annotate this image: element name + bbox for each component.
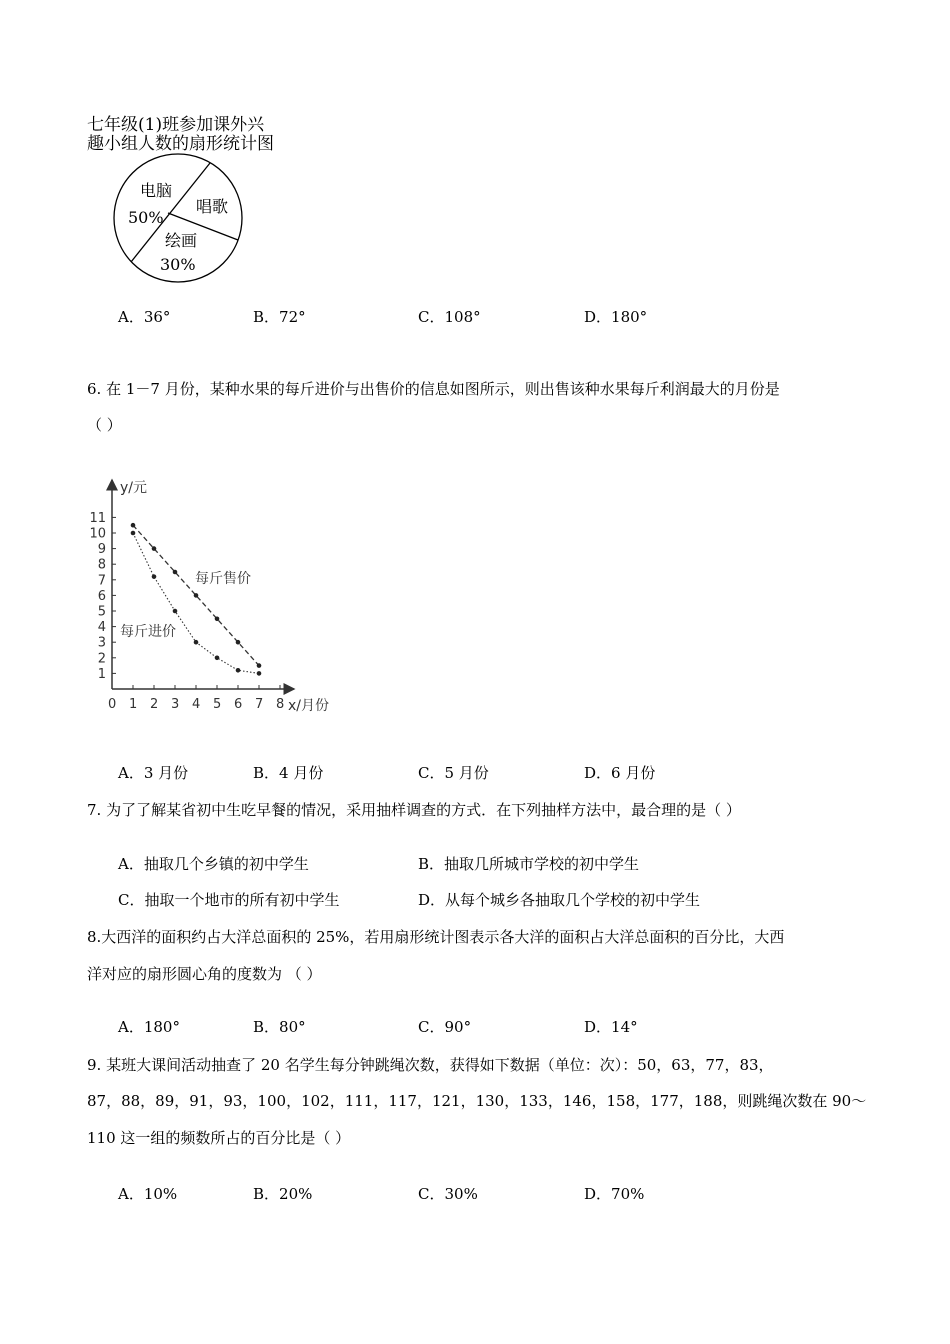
q8-option-a[interactable]: A．180°	[118, 1018, 180, 1036]
q9-stem-line1: 9. 某班大课间活动抽查了 20 名学生每分钟跳绳次数，获得如下数据（单位：次）：50，63，77，83，	[87, 1056, 774, 1074]
pie-label-singing: 唱歌	[196, 197, 229, 216]
y-tick-label: 5	[97, 604, 106, 620]
q6-option-d[interactable]: D．6 月份	[584, 764, 656, 782]
q6-option-b[interactable]: B．4 月份	[253, 764, 324, 782]
q8-option-c[interactable]: C．90°	[418, 1018, 472, 1036]
data-point-sale	[194, 593, 199, 598]
pie-title-line2: 趣小组人数的扇形统计图	[87, 134, 274, 154]
y-tick-label: 6	[97, 588, 106, 604]
q9-stem-line2: 87，88，89，91，93，100，102，111，117，121，130，133，146，158，177，188，则跳绳次数在 90～	[87, 1092, 867, 1110]
data-point-sale	[131, 523, 136, 528]
data-point-sale	[152, 546, 157, 551]
data-point-sale	[215, 617, 220, 622]
series-line-cost	[133, 533, 259, 673]
x-tick-label: 4	[192, 697, 201, 712]
q7-option-c[interactable]: C．抽取一个地市的所有初中学生	[118, 891, 340, 909]
q9-option-a[interactable]: A．10%	[118, 1185, 178, 1203]
line-chart	[88, 472, 348, 722]
y-tick-label: 11	[89, 510, 106, 526]
data-point-sale	[257, 663, 262, 668]
q9-option-b[interactable]: B．20%	[253, 1185, 313, 1203]
data-point-cost	[236, 668, 241, 673]
q5-option-a[interactable]: A．36°	[118, 308, 171, 326]
pie-percent-drawing: 30%	[160, 255, 196, 274]
y-axis-label: y/元	[120, 480, 148, 496]
y-tick-label: 7	[97, 573, 106, 589]
data-point-cost	[152, 574, 157, 579]
q7-option-b[interactable]: B．抽取几所城市学校的初中学生	[418, 855, 640, 873]
q6-option-a[interactable]: A．3 月份	[118, 764, 189, 782]
x-tick-label: 2	[150, 697, 159, 712]
series-label-sale: 每斤售价	[195, 571, 251, 587]
data-point-cost	[215, 656, 220, 661]
data-point-sale	[173, 570, 178, 575]
x-tick-label: 7	[255, 697, 264, 712]
pie-label-drawing: 绘画	[165, 231, 198, 250]
q8-option-d[interactable]: D．14°	[584, 1018, 638, 1036]
x-tick-label: 5	[213, 697, 222, 712]
q7-option-d[interactable]: D．从每个城乡各抽取几个学校的初中学生	[418, 891, 701, 909]
data-point-cost	[173, 609, 178, 614]
data-point-cost	[194, 640, 199, 645]
series-label-cost: 每斤进价	[120, 624, 176, 640]
y-tick-label: 8	[97, 557, 106, 573]
q9-stem-line3: 110 这一组的频数所占的百分比是（ ）	[87, 1129, 351, 1147]
q6-answer-paren: （ ）	[87, 416, 122, 434]
q9-option-d[interactable]: D．70%	[584, 1185, 645, 1203]
x-axis-label: x/月份	[288, 698, 330, 714]
q5-option-b[interactable]: B．72°	[253, 308, 306, 326]
q7-option-a[interactable]: A．抽取几个乡镇的初中学生	[118, 855, 309, 873]
q6-option-c[interactable]: C．5 月份	[418, 764, 489, 782]
y-tick-label: 2	[97, 651, 106, 667]
x-tick-label: 6	[234, 697, 243, 712]
q7-stem: 7. 为了了解某省初中生吃早餐的情况，采用抽样调查的方式．在下列抽样方法中，最合理的是（ ）	[87, 801, 741, 819]
y-tick-label: 4	[97, 620, 106, 636]
pie-title-line1: 七年级(1)班参加课外兴	[87, 115, 265, 135]
q6-stem: 6. 在 1－7 月份，某种水果的每斤进价与出售价的信息如图所示，则出售该种水果每斤利润最大的月份是	[87, 380, 780, 398]
pie-chart	[100, 150, 260, 286]
data-point-cost	[257, 671, 262, 676]
y-tick-label: 3	[97, 635, 106, 651]
q9-option-c[interactable]: C．30%	[418, 1185, 478, 1203]
q5-option-d[interactable]: D．180°	[584, 308, 648, 326]
q8-stem-line1: 8.大西洋的面积约占大洋总面积的 25%，若用扇形统计图表示各大洋的面积占大洋总面积的百分比，大西	[87, 928, 785, 946]
data-point-sale	[236, 640, 241, 645]
q8-stem-line2: 洋对应的扇形圆心角的度数为 （ ）	[87, 965, 322, 983]
x-tick-label: 3	[171, 697, 180, 712]
pie-label-computer: 电脑	[140, 181, 173, 200]
q5-option-c[interactable]: C．108°	[418, 308, 481, 326]
pie-percent-computer: 50%	[128, 208, 164, 227]
x-tick-label: 0	[108, 697, 117, 712]
data-point-cost	[131, 531, 136, 536]
y-tick-label: 10	[89, 526, 106, 542]
q8-option-b[interactable]: B．80°	[253, 1018, 306, 1036]
y-tick-label: 1	[97, 666, 106, 682]
x-tick-label: 1	[129, 697, 138, 712]
y-tick-label: 9	[97, 542, 106, 558]
x-tick-label: 8	[276, 697, 285, 712]
